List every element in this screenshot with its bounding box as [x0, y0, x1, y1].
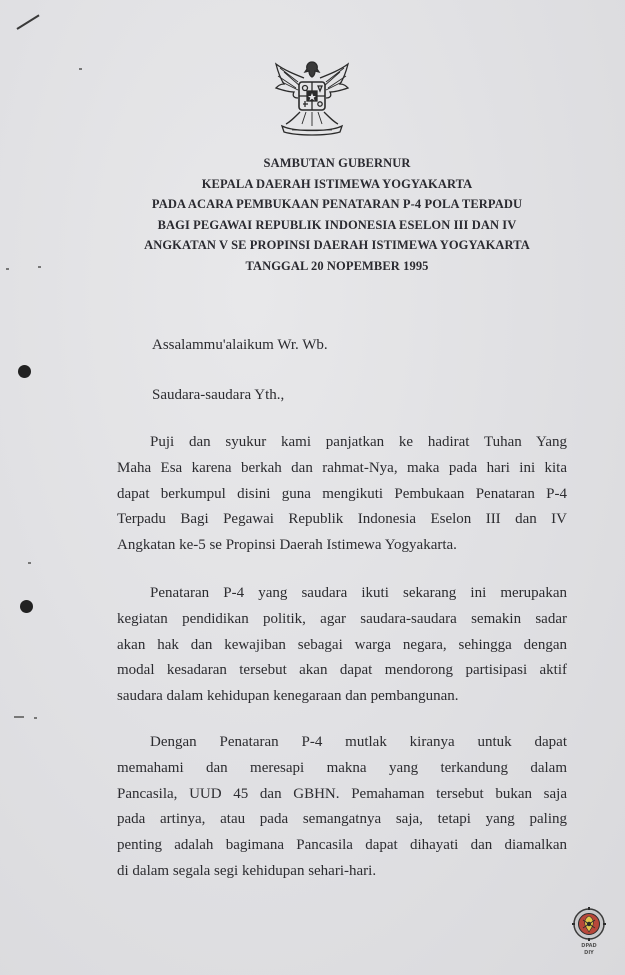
speck-mark [28, 562, 31, 564]
paragraph-line: Puji dan syukur kami panjatkan ke hadirat Tuhan Yang [150, 434, 567, 450]
paragraph-line: Penataran P-4 yang saudara ikuti sekarang ini merupakan [150, 585, 567, 601]
greeting: Assalammu'alaikum Wr. Wb. [152, 337, 328, 353]
heading-line: BAGI PEGAWAI REPUBLIK INDONESIA ESELON III DAN IV [157, 217, 517, 232]
paragraph-line: saudara dalam kehidupan kenegaraan dan pembangunan. [117, 688, 459, 705]
paragraph-line: kegiatan pendidikan politik, agar saudara-saudara semakin sadar [117, 610, 567, 627]
punch-hole [20, 600, 33, 613]
paragraph-line: Maha Esa karena berkah dan rahmat-Nya, maka pada hari ini kita [117, 459, 567, 476]
paragraph-line: akan hak dan kewajiban sebagai warga negara, sehingga dengan [117, 636, 567, 653]
paragraph-1 [117, 430, 567, 559]
paragraph-line: Angkatan ke-5 se Propinsi Daerah Istimewa Yogyakarta. [117, 537, 457, 554]
paragraph-line: pada artinya, atau pada semangatnya saja, tetapi yang paling [117, 811, 567, 828]
paragraph-line: memahami dan meresapi makna yang terkandung dalam [117, 759, 567, 776]
speck-mark [38, 266, 41, 268]
document-heading [100, 153, 574, 277]
paragraph-line: dapat berkumpul disini guna mengikuti Pembukaan Penataran P-4 [117, 485, 567, 502]
heading-line: KEPALA DAERAH ISTIMEWA YOGYAKARTA [201, 176, 473, 191]
paragraph-line: Pancasila, UUD 45 dan GBHN. Pemahaman tersebut bukan saja [117, 785, 567, 802]
heading-line: PADA ACARA PEMBUKAAN PENATARAN P-4 POLA TERPADU [151, 197, 523, 212]
speck-mark [79, 68, 82, 70]
punch-hole [18, 365, 31, 378]
heading-line: ANGKATAN V SE PROPINSI DAERAH ISTIMEWA YOGYAKARTA [144, 238, 530, 253]
watermark-text: DIY [584, 950, 594, 956]
pen-mark [16, 14, 39, 29]
address-line: Saudara-saudara Yth., [152, 387, 285, 403]
heading-line: TANGGAL 20 NOPEMBER 1995 [245, 258, 429, 273]
watermark-text: DPAD [581, 943, 597, 949]
speck-mark [6, 268, 9, 270]
paragraph-line: Dengan Penataran P-4 mutlak kiranya untuk dapat [150, 734, 567, 750]
paragraph-3 [117, 730, 567, 885]
speck-mark [14, 716, 24, 718]
paragraph-line: di dalam segala segi kehidupan sehari-hari. [117, 862, 377, 879]
paragraph-line: modal kesadaran tersebut akan dapat mendorong partisipasi aktif [117, 662, 567, 679]
paragraph-line: Terpadu Bagi Pegawai Republik Indonesia Eselon III dan IV [117, 511, 567, 528]
dpad-seal-icon [571, 906, 607, 956]
paragraph-line: penting adalah bagimana Pancasila dapat dihayati dan diamalkan [117, 837, 567, 854]
garuda-emblem-icon [270, 58, 354, 140]
heading-line: SAMBUTAN GUBERNUR [263, 156, 411, 170]
paragraph-2 [117, 581, 567, 710]
speck-mark [34, 717, 37, 719]
